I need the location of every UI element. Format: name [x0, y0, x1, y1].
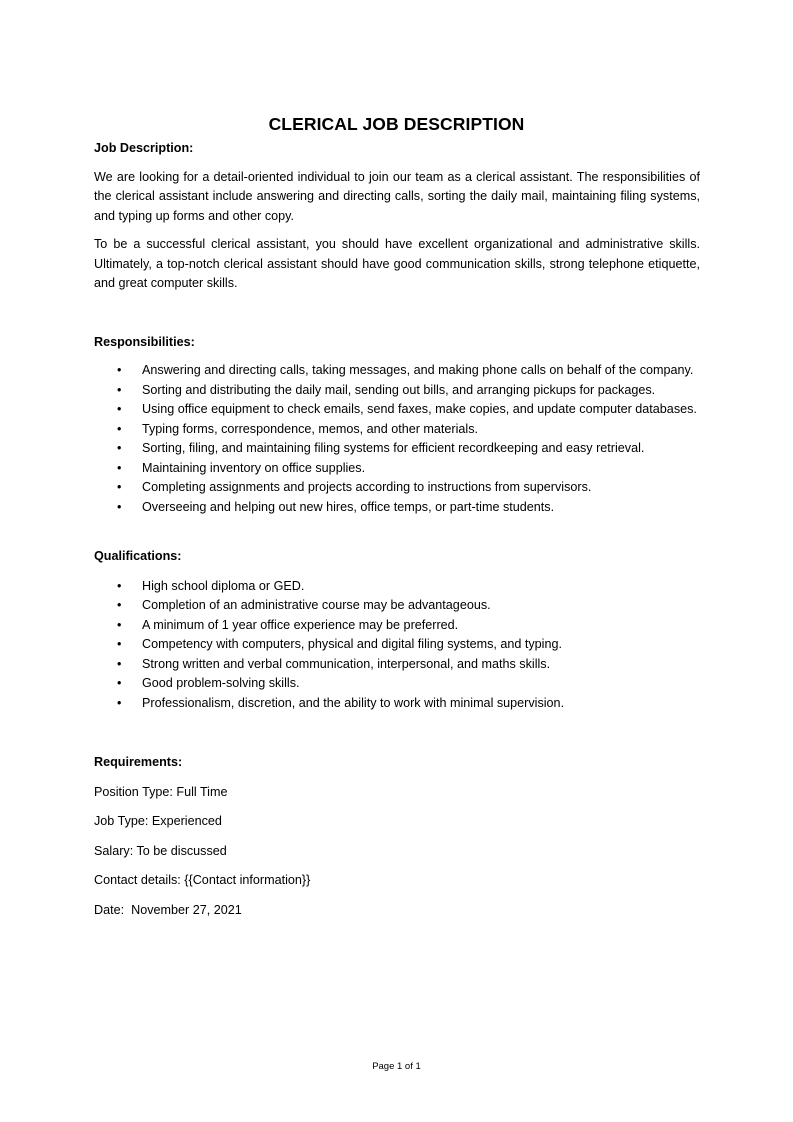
- requirements-heading: Requirements:: [94, 755, 183, 769]
- list-item: • Sorting, filing, and maintaining filing systems for efficient recordkeeping and easy retrieval.: [94, 439, 700, 459]
- list-item: • Using office equipment to check emails, send faxes, make copies, and update computer databases.: [94, 400, 700, 420]
- list-item: • A minimum of 1 year office experience may be preferred.: [94, 616, 700, 636]
- date: Date: November 27, 2021: [94, 902, 242, 917]
- list-item: • Sorting and distributing the daily mail, sending out bills, and arranging pickups for packages.: [94, 381, 700, 401]
- bullet-icon: •: [117, 499, 122, 514]
- bullet-icon: •: [117, 441, 122, 455]
- bullet-icon: •: [117, 578, 122, 593]
- list-item: • High school diploma or GED.: [94, 577, 700, 597]
- page-number: Page 1 of 1: [372, 1061, 421, 1072]
- bullet-icon: •: [117, 637, 122, 651]
- job-description-paragraph-2: To be a successful clerical assistant, you should have excellent organizational and administrative skills. Ultimately, a top-notch clerical assistant should have good communication skills, strong telephone etiquette, and great computer skills.: [94, 237, 700, 290]
- bullet-icon: •: [117, 460, 122, 475]
- salary: Salary: To be discussed: [94, 843, 227, 858]
- list-item: • Completing assignments and projects according to instructions from supervisors.: [94, 478, 700, 498]
- contact-details: Contact details: {{Contact information}}: [94, 873, 311, 887]
- qualifications-list: [94, 577, 700, 714]
- list-item: • Good problem-solving skills.: [94, 674, 700, 694]
- bullet-icon: •: [117, 382, 122, 397]
- list-item: • Maintaining inventory on office supplies.: [94, 459, 700, 479]
- bullet-icon: •: [117, 480, 122, 494]
- bullet-icon: •: [117, 421, 122, 436]
- bullet-icon: •: [117, 695, 122, 710]
- list-item: • Completion of an administrative course may be advantageous.: [94, 596, 700, 616]
- list-item: • Overseeing and helping out new hires, office temps, or part-time students.: [94, 498, 700, 518]
- qualifications-heading: Qualifications:: [94, 549, 182, 563]
- list-item: • Typing forms, correspondence, memos, and other materials.: [94, 420, 700, 440]
- list-item: • Professionalism, discretion, and the ability to work with minimal supervision.: [94, 694, 700, 714]
- job-type: Job Type: Experienced: [94, 814, 222, 828]
- document-body: [94, 139, 700, 920]
- bullet-icon: •: [117, 676, 122, 690]
- job-description-paragraph-1: We are looking for a detail-oriented individual to join our team as a clerical assistant. The responsibilities of the clerical assistant include answering and directing calls, sorting the daily mail, maintaining filing systems, and typing up forms and other copy.: [94, 169, 700, 223]
- bullet-icon: •: [117, 617, 122, 632]
- list-item: • Competency with computers, physical and digital filing systems, and typing.: [94, 635, 700, 655]
- bullet-icon: •: [117, 598, 122, 612]
- page-title: CLERICAL JOB DESCRIPTION: [268, 114, 525, 134]
- responsibilities-heading: Responsibilities:: [94, 334, 195, 349]
- bullet-icon: •: [117, 656, 122, 671]
- list-item: • Strong written and verbal communication, interpersonal, and maths skills.: [94, 655, 700, 675]
- responsibilities-list: [94, 361, 700, 517]
- bullet-icon: •: [117, 402, 122, 416]
- bullet-icon: •: [117, 363, 122, 377]
- list-item: • Answering and directing calls, taking messages, and making phone calls on behalf of the company.: [94, 361, 700, 381]
- position-type: Position Type: Full Time: [94, 784, 228, 799]
- job-description-heading: Job Description:: [94, 141, 194, 155]
